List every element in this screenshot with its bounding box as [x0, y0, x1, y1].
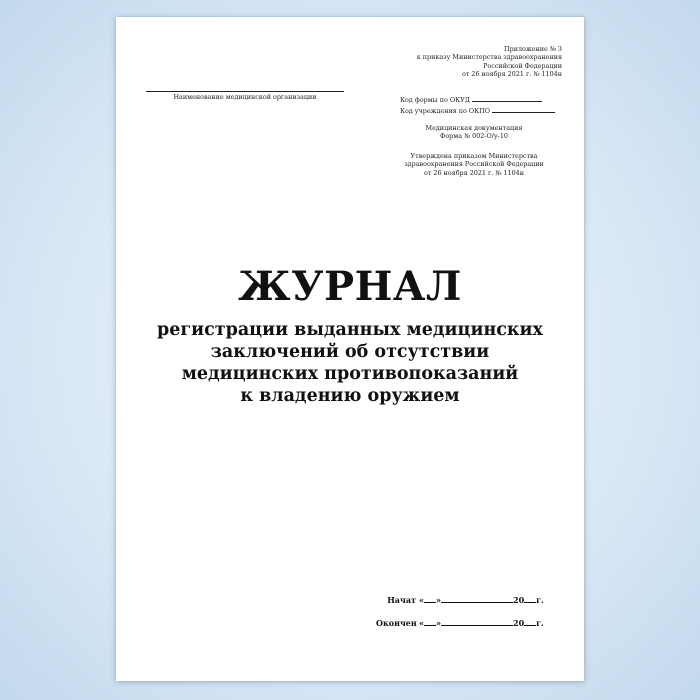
subtitle-line: регистрации выданных медицинских [157, 320, 543, 340]
year-blank [524, 618, 536, 626]
journal-cover [116, 17, 584, 681]
month-blank [441, 595, 513, 603]
century: 20 [513, 595, 525, 605]
docform-line: Медицинская документация [425, 124, 523, 132]
okud-blank [472, 95, 542, 102]
day-blank [424, 618, 436, 626]
docform-line: Форма № 002-О/у-10 [440, 132, 508, 141]
open-quote: « [419, 595, 424, 605]
okud-row [400, 95, 555, 106]
day-blank [424, 595, 436, 603]
okpo-label: Код учреждения по ОКПО [400, 106, 490, 115]
okud-label: Код формы по ОКУД [400, 96, 470, 104]
appendix-block [362, 45, 562, 78]
appendix-line: Приложение № 3 [504, 45, 562, 53]
approval-block [394, 152, 554, 177]
close-quote: » [436, 595, 441, 605]
month-blank [441, 618, 513, 626]
century: 20 [513, 618, 525, 628]
subtitle-line: заключений об отсутствии [210, 342, 490, 362]
okpo-blank [492, 106, 555, 113]
journal-subtitle [116, 319, 584, 407]
appendix-line: Российской Федерации [483, 61, 562, 70]
subtitle-line: медицинских противопоказаний [181, 364, 519, 384]
subtitle-line: к владению оружием [240, 386, 460, 406]
start-date-label: Начат [387, 595, 416, 605]
dates-block [376, 595, 544, 627]
organization-name-line [146, 91, 344, 92]
medical-documentation-block [394, 124, 554, 141]
okpo-row [400, 106, 555, 117]
approval-line: от 26 ноября 2021 г. № 1104н [423, 168, 525, 177]
approval-line: здравоохранения Российской Федерации [404, 160, 544, 169]
close-quote: » [436, 618, 441, 628]
end-date-row [376, 618, 544, 627]
organization-name-label: Наименование медицинской организации [173, 93, 317, 101]
start-date-row [376, 595, 544, 604]
appendix-line: от 26 ноября 2021 г. № 1104н [461, 69, 562, 78]
year-blank [524, 595, 536, 603]
open-quote: « [419, 618, 424, 628]
appendix-line: к приказу Министерства здравоохранения [416, 53, 562, 62]
year-suffix: г. [536, 595, 544, 605]
end-date-label: Окончен [376, 618, 417, 628]
approval-line: Утверждена приказом Министерства [410, 152, 538, 160]
form-codes-block [400, 95, 555, 116]
year-suffix: г. [536, 618, 544, 628]
journal-title: ЖУРНАЛ [238, 263, 462, 310]
